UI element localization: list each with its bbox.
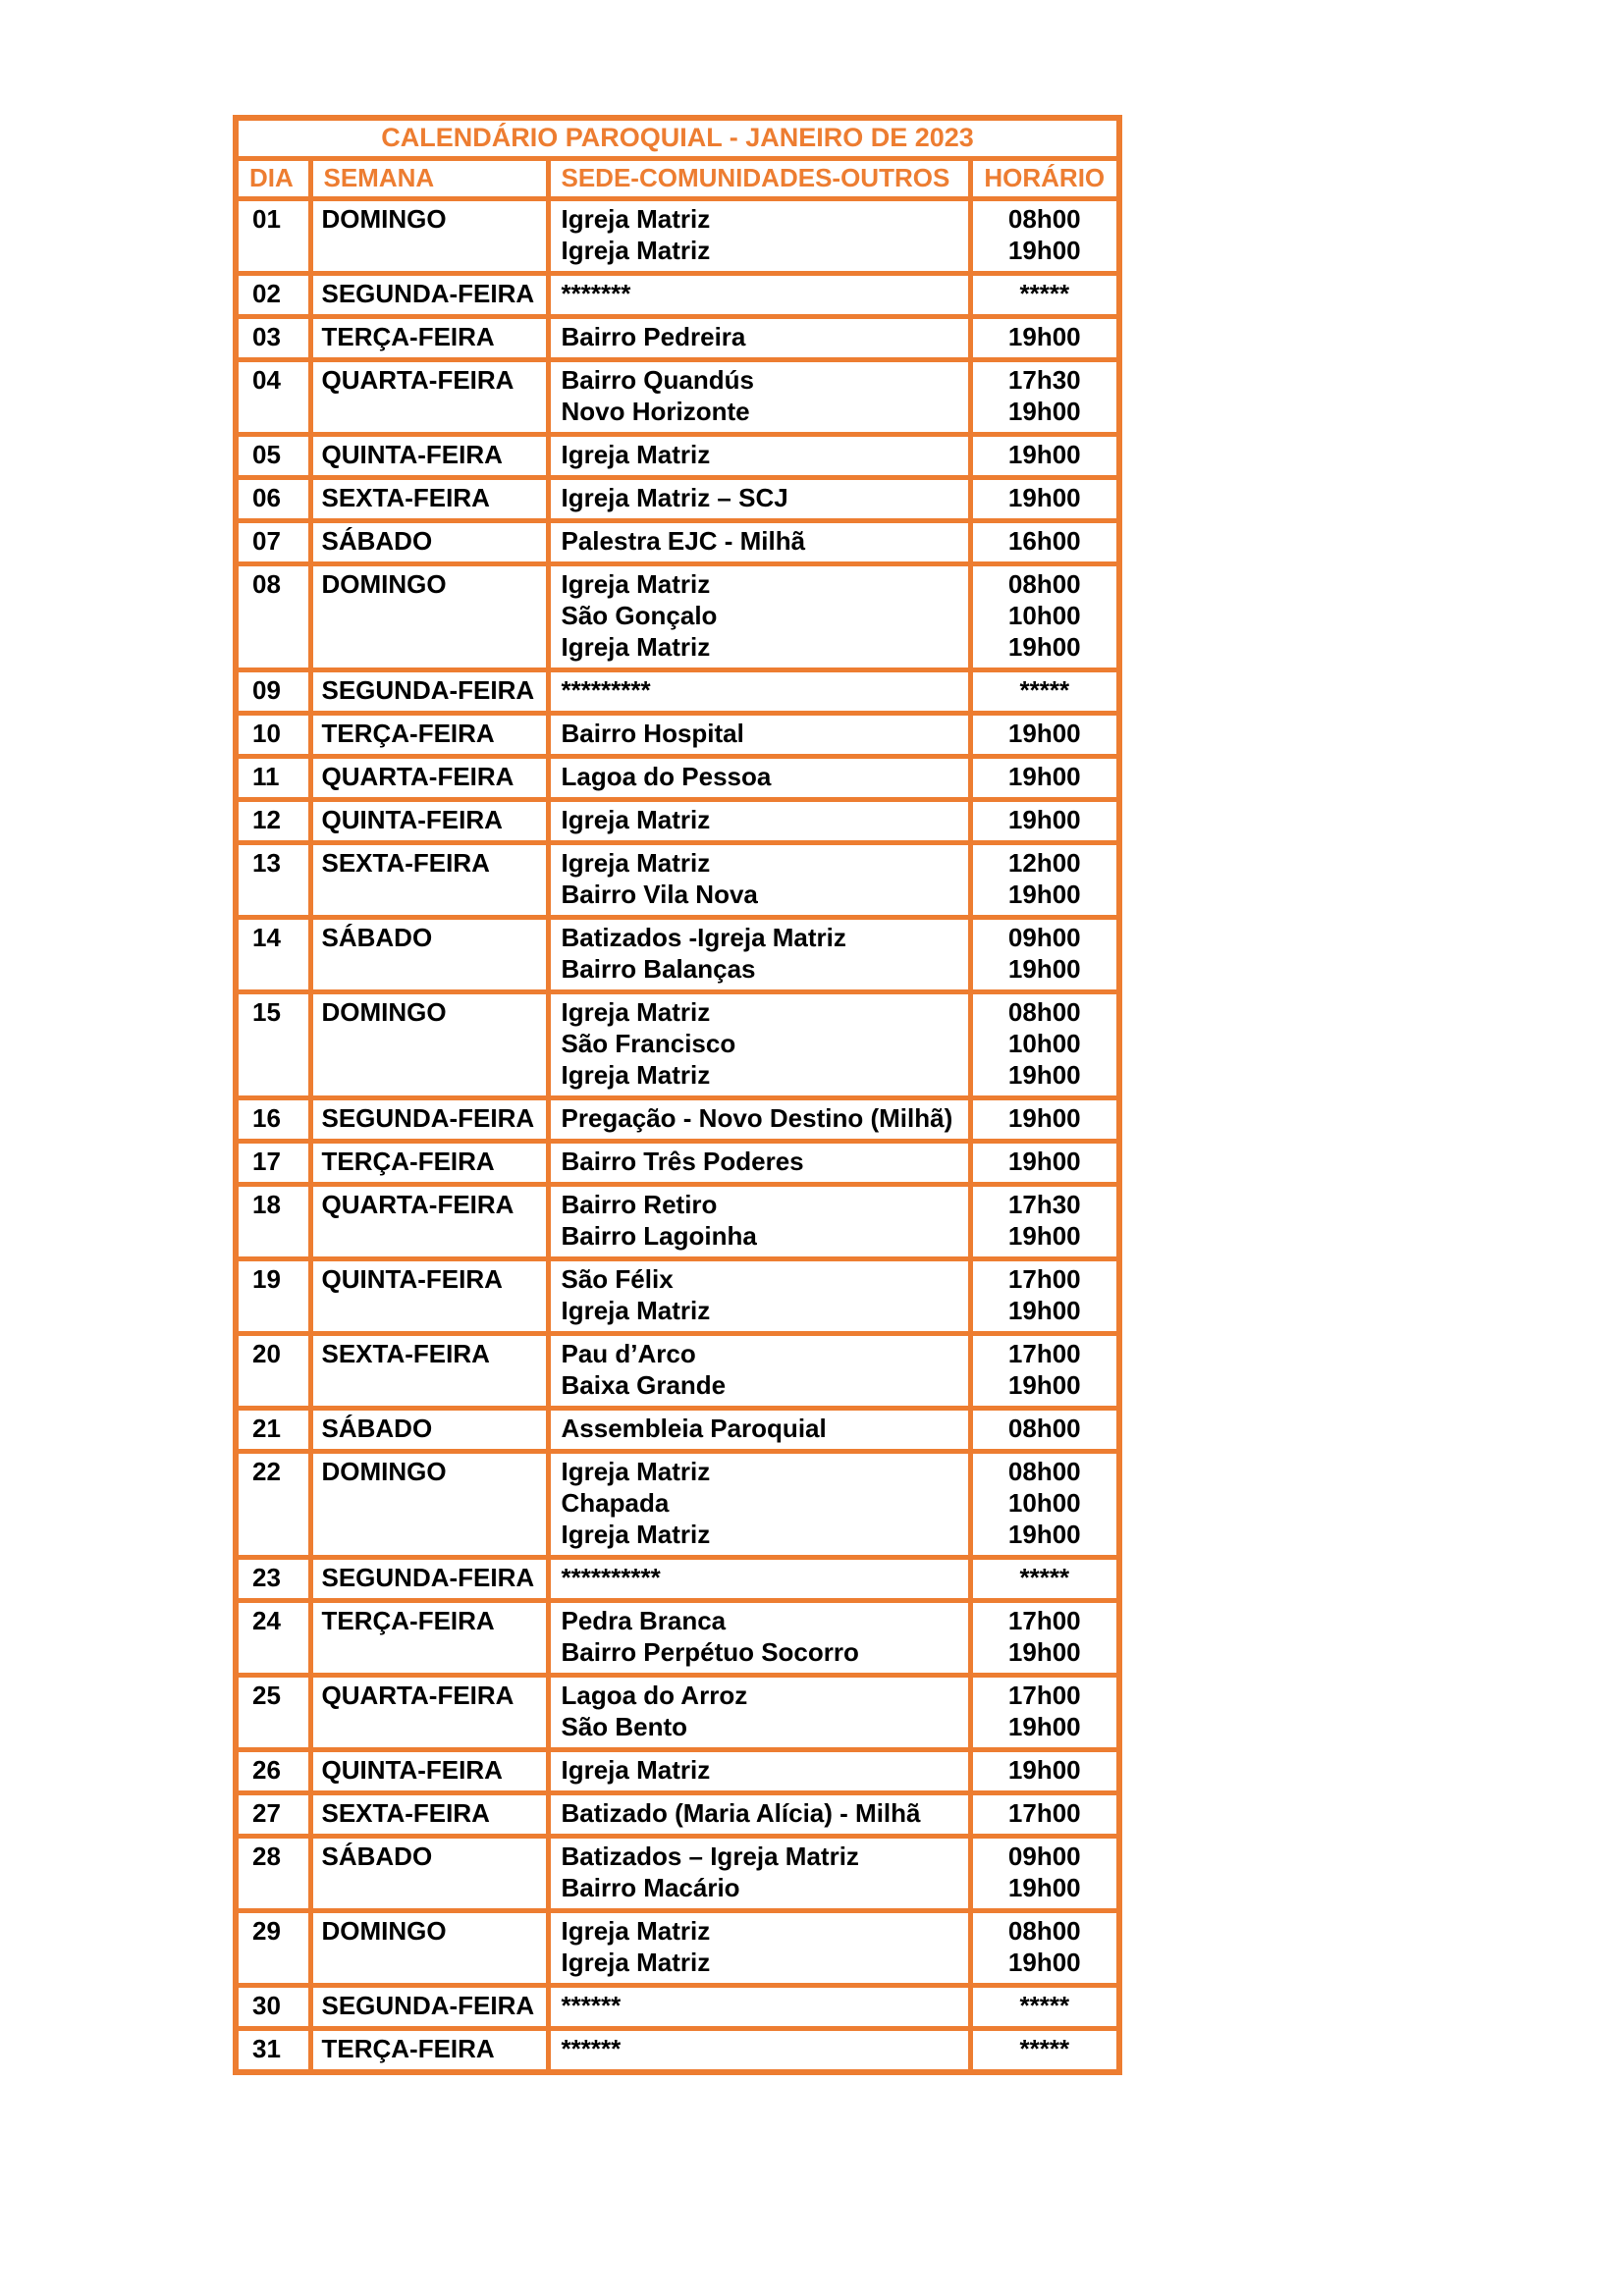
day-cell: 30 xyxy=(236,1986,310,2029)
day-cell: 06 xyxy=(236,478,310,521)
location-cell xyxy=(548,1986,970,2029)
location-line: ********* xyxy=(561,675,651,705)
time-line: ***** xyxy=(1019,2034,1070,2063)
time-cell xyxy=(970,1409,1119,1452)
location-cell xyxy=(548,1676,970,1750)
time-cell xyxy=(970,435,1119,478)
weekday-cell: SEGUNDA-FEIRA xyxy=(310,1986,548,2029)
day-cell: 31 xyxy=(236,2029,310,2073)
day-cell: 23 xyxy=(236,1558,310,1601)
time-line: 10h00 xyxy=(1007,1029,1081,1058)
location-line: Igreja Matriz xyxy=(561,632,711,662)
location-cell xyxy=(548,843,970,918)
weekday-cell: DOMINGO xyxy=(310,199,548,274)
location-line: ****** xyxy=(561,1991,622,2020)
day-cell: 17 xyxy=(236,1142,310,1185)
day-cell: 15 xyxy=(236,992,310,1098)
time-line: 17h00 xyxy=(1007,1264,1081,1294)
time-cell xyxy=(970,2029,1119,2073)
location-line: Bairro Pedreira xyxy=(561,322,746,351)
location-cell xyxy=(548,1098,970,1142)
time-cell xyxy=(970,843,1119,918)
time-cell xyxy=(970,199,1119,274)
time-cell xyxy=(970,1601,1119,1676)
time-line: 17h00 xyxy=(1007,1681,1081,1710)
time-line: 19h00 xyxy=(1007,1103,1081,1133)
location-line: Bairro Perpétuo Socorro xyxy=(561,1637,859,1667)
location-line: Baixa Grande xyxy=(561,1370,727,1400)
table-row xyxy=(236,1409,1119,1452)
day-cell: 11 xyxy=(236,757,310,800)
time-line: 19h00 xyxy=(1007,805,1081,834)
time-cell xyxy=(970,478,1119,521)
day-cell: 04 xyxy=(236,360,310,435)
location-cell xyxy=(548,199,970,274)
day-cell: 13 xyxy=(236,843,310,918)
weekday-cell: SEXTA-FEIRA xyxy=(310,1334,548,1409)
time-line: 19h00 xyxy=(1007,397,1081,426)
weekday-cell: QUINTA-FEIRA xyxy=(310,800,548,843)
location-cell xyxy=(548,1911,970,1986)
column-header-sede: SEDE-COMUNIDADES-OUTROS xyxy=(548,159,970,199)
table-row xyxy=(236,1676,1119,1750)
time-line: ***** xyxy=(1019,279,1070,308)
location-line: Igreja Matriz xyxy=(561,440,711,469)
time-line: 09h00 xyxy=(1007,923,1081,952)
weekday-cell: QUINTA-FEIRA xyxy=(310,1259,548,1334)
location-cell xyxy=(548,670,970,714)
day-cell: 08 xyxy=(236,564,310,670)
day-cell: 05 xyxy=(236,435,310,478)
column-header-semana: SEMANA xyxy=(310,159,548,199)
location-cell xyxy=(548,1837,970,1911)
table-row xyxy=(236,1185,1119,1259)
location-line: São Bento xyxy=(561,1712,688,1741)
weekday-cell: DOMINGO xyxy=(310,564,548,670)
weekday-cell: DOMINGO xyxy=(310,1911,548,1986)
day-cell: 24 xyxy=(236,1601,310,1676)
table-row xyxy=(236,1793,1119,1837)
table-row xyxy=(236,1558,1119,1601)
table-row xyxy=(236,670,1119,714)
location-line: ****** xyxy=(561,2034,622,2063)
weekday-cell: TERÇA-FEIRA xyxy=(310,714,548,757)
table-row xyxy=(236,521,1119,564)
time-line: 19h00 xyxy=(1007,1060,1081,1090)
table-row xyxy=(236,435,1119,478)
day-cell: 28 xyxy=(236,1837,310,1911)
location-line: Igreja Matriz xyxy=(561,204,711,234)
weekday-cell: SEGUNDA-FEIRA xyxy=(310,274,548,317)
table-row xyxy=(236,199,1119,274)
weekday-cell: SEXTA-FEIRA xyxy=(310,843,548,918)
weekday-cell: SÁBADO xyxy=(310,918,548,992)
time-line: 08h00 xyxy=(1007,997,1081,1027)
location-line: Igreja Matriz xyxy=(561,1296,711,1325)
location-line: Pau d’Arco xyxy=(561,1339,696,1368)
time-cell xyxy=(970,564,1119,670)
weekday-cell: QUARTA-FEIRA xyxy=(310,757,548,800)
time-line: 19h00 xyxy=(1007,1296,1081,1325)
location-cell xyxy=(548,918,970,992)
time-line: 19h00 xyxy=(1007,483,1081,512)
location-line: Batizados – Igreja Matriz xyxy=(561,1842,859,1871)
location-cell xyxy=(548,1601,970,1676)
table-row xyxy=(236,274,1119,317)
time-cell xyxy=(970,360,1119,435)
location-cell xyxy=(548,478,970,521)
time-line: 19h00 xyxy=(1007,954,1081,984)
time-cell xyxy=(970,670,1119,714)
location-line: Bairro Quandús xyxy=(561,365,754,395)
day-cell: 10 xyxy=(236,714,310,757)
time-cell xyxy=(970,317,1119,360)
time-line: 08h00 xyxy=(1007,1414,1081,1443)
table-row xyxy=(236,992,1119,1098)
day-cell: 25 xyxy=(236,1676,310,1750)
table-row xyxy=(236,1601,1119,1676)
location-cell xyxy=(548,992,970,1098)
location-line: São Francisco xyxy=(561,1029,736,1058)
location-cell xyxy=(548,1185,970,1259)
day-cell: 21 xyxy=(236,1409,310,1452)
location-cell xyxy=(548,2029,970,2073)
time-line: 19h00 xyxy=(1007,719,1081,748)
location-line: Bairro Macário xyxy=(561,1873,740,1902)
location-cell xyxy=(548,521,970,564)
calendar-body xyxy=(236,199,1119,2073)
table-row xyxy=(236,1259,1119,1334)
table-row xyxy=(236,478,1119,521)
location-cell xyxy=(548,1409,970,1452)
day-cell: 01 xyxy=(236,199,310,274)
time-line: 19h00 xyxy=(1007,880,1081,909)
time-line: 17h00 xyxy=(1007,1798,1081,1828)
time-cell xyxy=(970,992,1119,1098)
weekday-cell: SEXTA-FEIRA xyxy=(310,478,548,521)
time-line: 19h00 xyxy=(1007,322,1081,351)
time-line: ***** xyxy=(1019,675,1070,705)
location-line: Igreja Matriz xyxy=(561,1457,711,1486)
location-cell xyxy=(548,1558,970,1601)
location-line: Lagoa do Arroz xyxy=(561,1681,748,1710)
time-line: 08h00 xyxy=(1007,1457,1081,1486)
location-line: Igreja Matriz xyxy=(561,1520,711,1549)
location-cell xyxy=(548,317,970,360)
weekday-cell: TERÇA-FEIRA xyxy=(310,1601,548,1676)
day-cell: 22 xyxy=(236,1452,310,1558)
time-cell xyxy=(970,1334,1119,1409)
location-line: São Gonçalo xyxy=(561,601,718,630)
weekday-cell: QUARTA-FEIRA xyxy=(310,1185,548,1259)
time-line: 08h00 xyxy=(1007,569,1081,599)
weekday-cell: TERÇA-FEIRA xyxy=(310,317,548,360)
location-line: Pregação - Novo Destino (Milhã) xyxy=(561,1103,953,1133)
day-cell: 26 xyxy=(236,1750,310,1793)
table-row xyxy=(236,317,1119,360)
day-cell: 20 xyxy=(236,1334,310,1409)
location-line: Chapada xyxy=(561,1488,670,1518)
location-line: Igreja Matriz xyxy=(561,1916,711,1946)
time-line: 19h00 xyxy=(1007,1948,1081,1977)
location-line: Igreja Matriz xyxy=(561,1948,711,1977)
time-line: 17h00 xyxy=(1007,1606,1081,1635)
time-line: 08h00 xyxy=(1007,1916,1081,1946)
location-cell xyxy=(548,1793,970,1837)
location-line: Igreja Matriz xyxy=(561,1755,711,1785)
location-line: Igreja Matriz xyxy=(561,236,711,265)
location-line: Lagoa do Pessoa xyxy=(561,762,772,791)
time-line: ***** xyxy=(1019,1563,1070,1592)
time-line: 19h00 xyxy=(1007,1370,1081,1400)
time-line: 17h30 xyxy=(1007,1190,1081,1219)
weekday-cell: QUARTA-FEIRA xyxy=(310,1676,548,1750)
column-header-row xyxy=(236,159,1119,199)
weekday-cell: TERÇA-FEIRA xyxy=(310,2029,548,2073)
weekday-cell: DOMINGO xyxy=(310,1452,548,1558)
time-cell xyxy=(970,1750,1119,1793)
location-line: Bairro Três Poderes xyxy=(561,1147,804,1176)
weekday-cell: SÁBADO xyxy=(310,1837,548,1911)
location-line: Igreja Matriz xyxy=(561,569,711,599)
column-header-dia: DIA xyxy=(236,159,310,199)
location-line: Batizados -Igreja Matriz xyxy=(561,923,846,952)
day-cell: 09 xyxy=(236,670,310,714)
weekday-cell: QUINTA-FEIRA xyxy=(310,435,548,478)
location-cell xyxy=(548,274,970,317)
location-line: Novo Horizonte xyxy=(561,397,750,426)
location-line: Bairro Lagoinha xyxy=(561,1221,757,1251)
location-cell xyxy=(548,1452,970,1558)
location-cell xyxy=(548,1334,970,1409)
day-cell: 29 xyxy=(236,1911,310,1986)
table-row xyxy=(236,757,1119,800)
day-cell: 14 xyxy=(236,918,310,992)
time-line: 19h00 xyxy=(1007,1221,1081,1251)
time-cell xyxy=(970,1098,1119,1142)
day-cell: 12 xyxy=(236,800,310,843)
location-line: ********** xyxy=(561,1563,661,1592)
time-cell xyxy=(970,1142,1119,1185)
table-row xyxy=(236,360,1119,435)
day-cell: 19 xyxy=(236,1259,310,1334)
table-row xyxy=(236,714,1119,757)
time-line: 10h00 xyxy=(1007,1488,1081,1518)
time-cell xyxy=(970,521,1119,564)
time-cell xyxy=(970,1259,1119,1334)
time-cell xyxy=(970,1793,1119,1837)
time-cell xyxy=(970,1558,1119,1601)
location-line: Igreja Matriz xyxy=(561,1060,711,1090)
table-row xyxy=(236,1837,1119,1911)
location-cell xyxy=(548,800,970,843)
location-cell xyxy=(548,564,970,670)
weekday-cell: QUINTA-FEIRA xyxy=(310,1750,548,1793)
weekday-cell: DOMINGO xyxy=(310,992,548,1098)
location-line: Bairro Retiro xyxy=(561,1190,718,1219)
table-row xyxy=(236,564,1119,670)
table-row xyxy=(236,2029,1119,2073)
weekday-cell: SEGUNDA-FEIRA xyxy=(310,1098,548,1142)
day-cell: 16 xyxy=(236,1098,310,1142)
time-cell xyxy=(970,1837,1119,1911)
table-row xyxy=(236,1098,1119,1142)
day-cell: 02 xyxy=(236,274,310,317)
time-cell xyxy=(970,800,1119,843)
weekday-cell: SEGUNDA-FEIRA xyxy=(310,1558,548,1601)
location-line: Palestra EJC - Milhã xyxy=(561,526,806,556)
location-cell xyxy=(548,435,970,478)
day-cell: 03 xyxy=(236,317,310,360)
time-cell xyxy=(970,757,1119,800)
time-line: 17h30 xyxy=(1007,365,1081,395)
time-cell xyxy=(970,714,1119,757)
time-line: 19h00 xyxy=(1007,1147,1081,1176)
day-cell: 18 xyxy=(236,1185,310,1259)
table-row xyxy=(236,800,1119,843)
time-line: 09h00 xyxy=(1007,1842,1081,1871)
location-cell xyxy=(548,360,970,435)
weekday-cell: SEGUNDA-FEIRA xyxy=(310,670,548,714)
location-line: Bairro Balanças xyxy=(561,954,756,984)
time-line: 19h00 xyxy=(1007,632,1081,662)
title-row xyxy=(236,118,1119,159)
location-line: Assembleia Paroquial xyxy=(561,1414,827,1443)
time-cell xyxy=(970,1986,1119,2029)
day-cell: 07 xyxy=(236,521,310,564)
time-cell xyxy=(970,1185,1119,1259)
time-cell xyxy=(970,274,1119,317)
table-row xyxy=(236,1911,1119,1986)
weekday-cell: SÁBADO xyxy=(310,1409,548,1452)
time-line: 16h00 xyxy=(1007,526,1081,556)
table-row xyxy=(236,1142,1119,1185)
table-row xyxy=(236,1986,1119,2029)
weekday-cell: SÁBADO xyxy=(310,521,548,564)
table-row xyxy=(236,1334,1119,1409)
location-line: ******* xyxy=(561,279,631,308)
time-cell xyxy=(970,1911,1119,1986)
location-line: Igreja Matriz – SCJ xyxy=(561,483,788,512)
location-cell xyxy=(548,714,970,757)
table-row xyxy=(236,843,1119,918)
time-line: 19h00 xyxy=(1007,1755,1081,1785)
location-cell xyxy=(548,1259,970,1334)
page-title: CALENDÁRIO PAROQUIAL - JANEIRO DE 2023 xyxy=(236,118,1119,159)
location-line: São Félix xyxy=(561,1264,674,1294)
table-row xyxy=(236,918,1119,992)
table-row xyxy=(236,1452,1119,1558)
location-line: Pedra Branca xyxy=(561,1606,727,1635)
time-line: 19h00 xyxy=(1007,1520,1081,1549)
time-line: 19h00 xyxy=(1007,440,1081,469)
weekday-cell: SEXTA-FEIRA xyxy=(310,1793,548,1837)
time-line: 08h00 xyxy=(1007,204,1081,234)
parish-calendar-table xyxy=(233,115,1122,2075)
location-cell xyxy=(548,1142,970,1185)
time-line: ***** xyxy=(1019,1991,1070,2020)
time-line: 19h00 xyxy=(1007,762,1081,791)
time-line: 17h00 xyxy=(1007,1339,1081,1368)
location-line: Igreja Matriz xyxy=(561,997,711,1027)
location-line: Igreja Matriz xyxy=(561,848,711,878)
time-line: 19h00 xyxy=(1007,1637,1081,1667)
time-cell xyxy=(970,918,1119,992)
time-line: 19h00 xyxy=(1007,1712,1081,1741)
location-line: Bairro Hospital xyxy=(561,719,744,748)
time-cell xyxy=(970,1452,1119,1558)
location-line: Batizado (Maria Alícia) - Milhã xyxy=(561,1798,921,1828)
column-header-horario: HORÁRIO xyxy=(970,159,1119,199)
time-line: 19h00 xyxy=(1007,236,1081,265)
location-line: Bairro Vila Nova xyxy=(561,880,758,909)
time-cell xyxy=(970,1676,1119,1750)
table-row xyxy=(236,1750,1119,1793)
weekday-cell: TERÇA-FEIRA xyxy=(310,1142,548,1185)
time-line: 10h00 xyxy=(1007,601,1081,630)
location-cell xyxy=(548,757,970,800)
location-line: Igreja Matriz xyxy=(561,805,711,834)
location-cell xyxy=(548,1750,970,1793)
time-line: 12h00 xyxy=(1007,848,1081,878)
time-line: 19h00 xyxy=(1007,1873,1081,1902)
weekday-cell: QUARTA-FEIRA xyxy=(310,360,548,435)
day-cell: 27 xyxy=(236,1793,310,1837)
